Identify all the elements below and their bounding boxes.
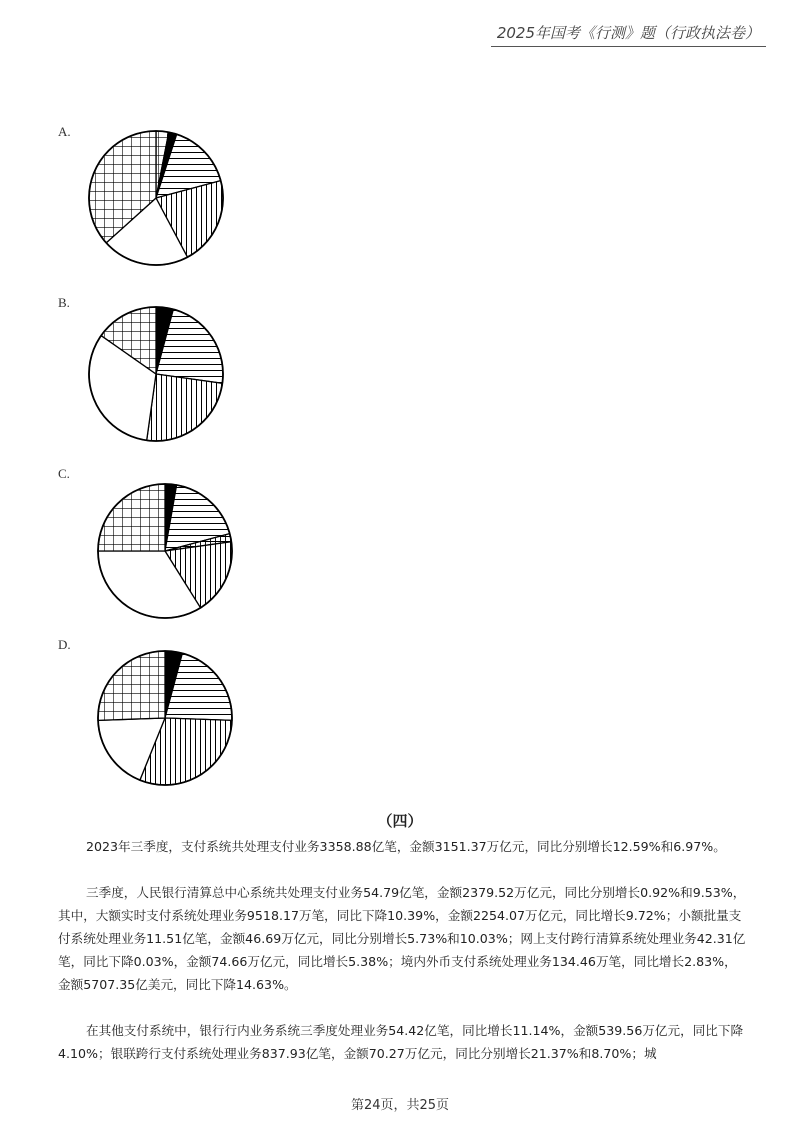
option-d-label: D. <box>58 637 71 652</box>
option-a-label: A. <box>58 124 71 139</box>
option-a-pie-chart <box>86 128 226 268</box>
paragraph-3: 在其他支付系统中，银行行内业务系统三季度处理业务54.42亿笔，同比增长11.14%，金额539.56万亿元，同比下降4.10%；银联跨行支付系统处理业务837.93亿笔，金额70.27万亿元，同比分别增长21.37%和8.70%；城 <box>58 1023 744 1061</box>
pie-slice-6 <box>98 484 165 551</box>
pie-slice-5 <box>98 651 165 720</box>
option-d-pie-chart <box>95 648 235 788</box>
pie-slice-3 <box>147 374 223 441</box>
option-c-label: C. <box>58 466 70 481</box>
option-c-pie-chart <box>95 481 235 621</box>
page-footer: 第24页，共25页 <box>350 1098 450 1113</box>
paragraph-2: 三季度，人民银行清算总中心系统共处理支付业务54.79亿笔，金额2379.52万亿元，同比分别增长0.92%和9.53%，其中，大额实时支付系统处理业务9518.17万笔，同比下降10.39%，金额2254.07万亿元，同比增长9.72%；小额批量支付系统处理业务11.51亿笔，金额46.69万亿元，同比分别增长5.73%和10.03%；网上支付跨行清算系统处理业务42.31亿笔，同比下降0.03%，金额74.66万亿元，同比增长5.38%；境内外币支付系统处理业务134.46万笔，同比增长2.83%，金额5707.35亿美元，同比下降14.63%。 <box>58 885 746 992</box>
page-header-title: 2025年国考《行测》题（行政执法卷） <box>491 22 766 47</box>
section-title: （四） <box>377 812 423 830</box>
option-b-pie-chart <box>86 304 226 444</box>
option-b-label: B. <box>58 295 70 310</box>
paragraph-1: 2023年三季度，支付系统共处理支付业务3358.88亿笔，金额3151.37万亿元，同比分别增长12.59%和6.97%。 <box>86 839 726 854</box>
